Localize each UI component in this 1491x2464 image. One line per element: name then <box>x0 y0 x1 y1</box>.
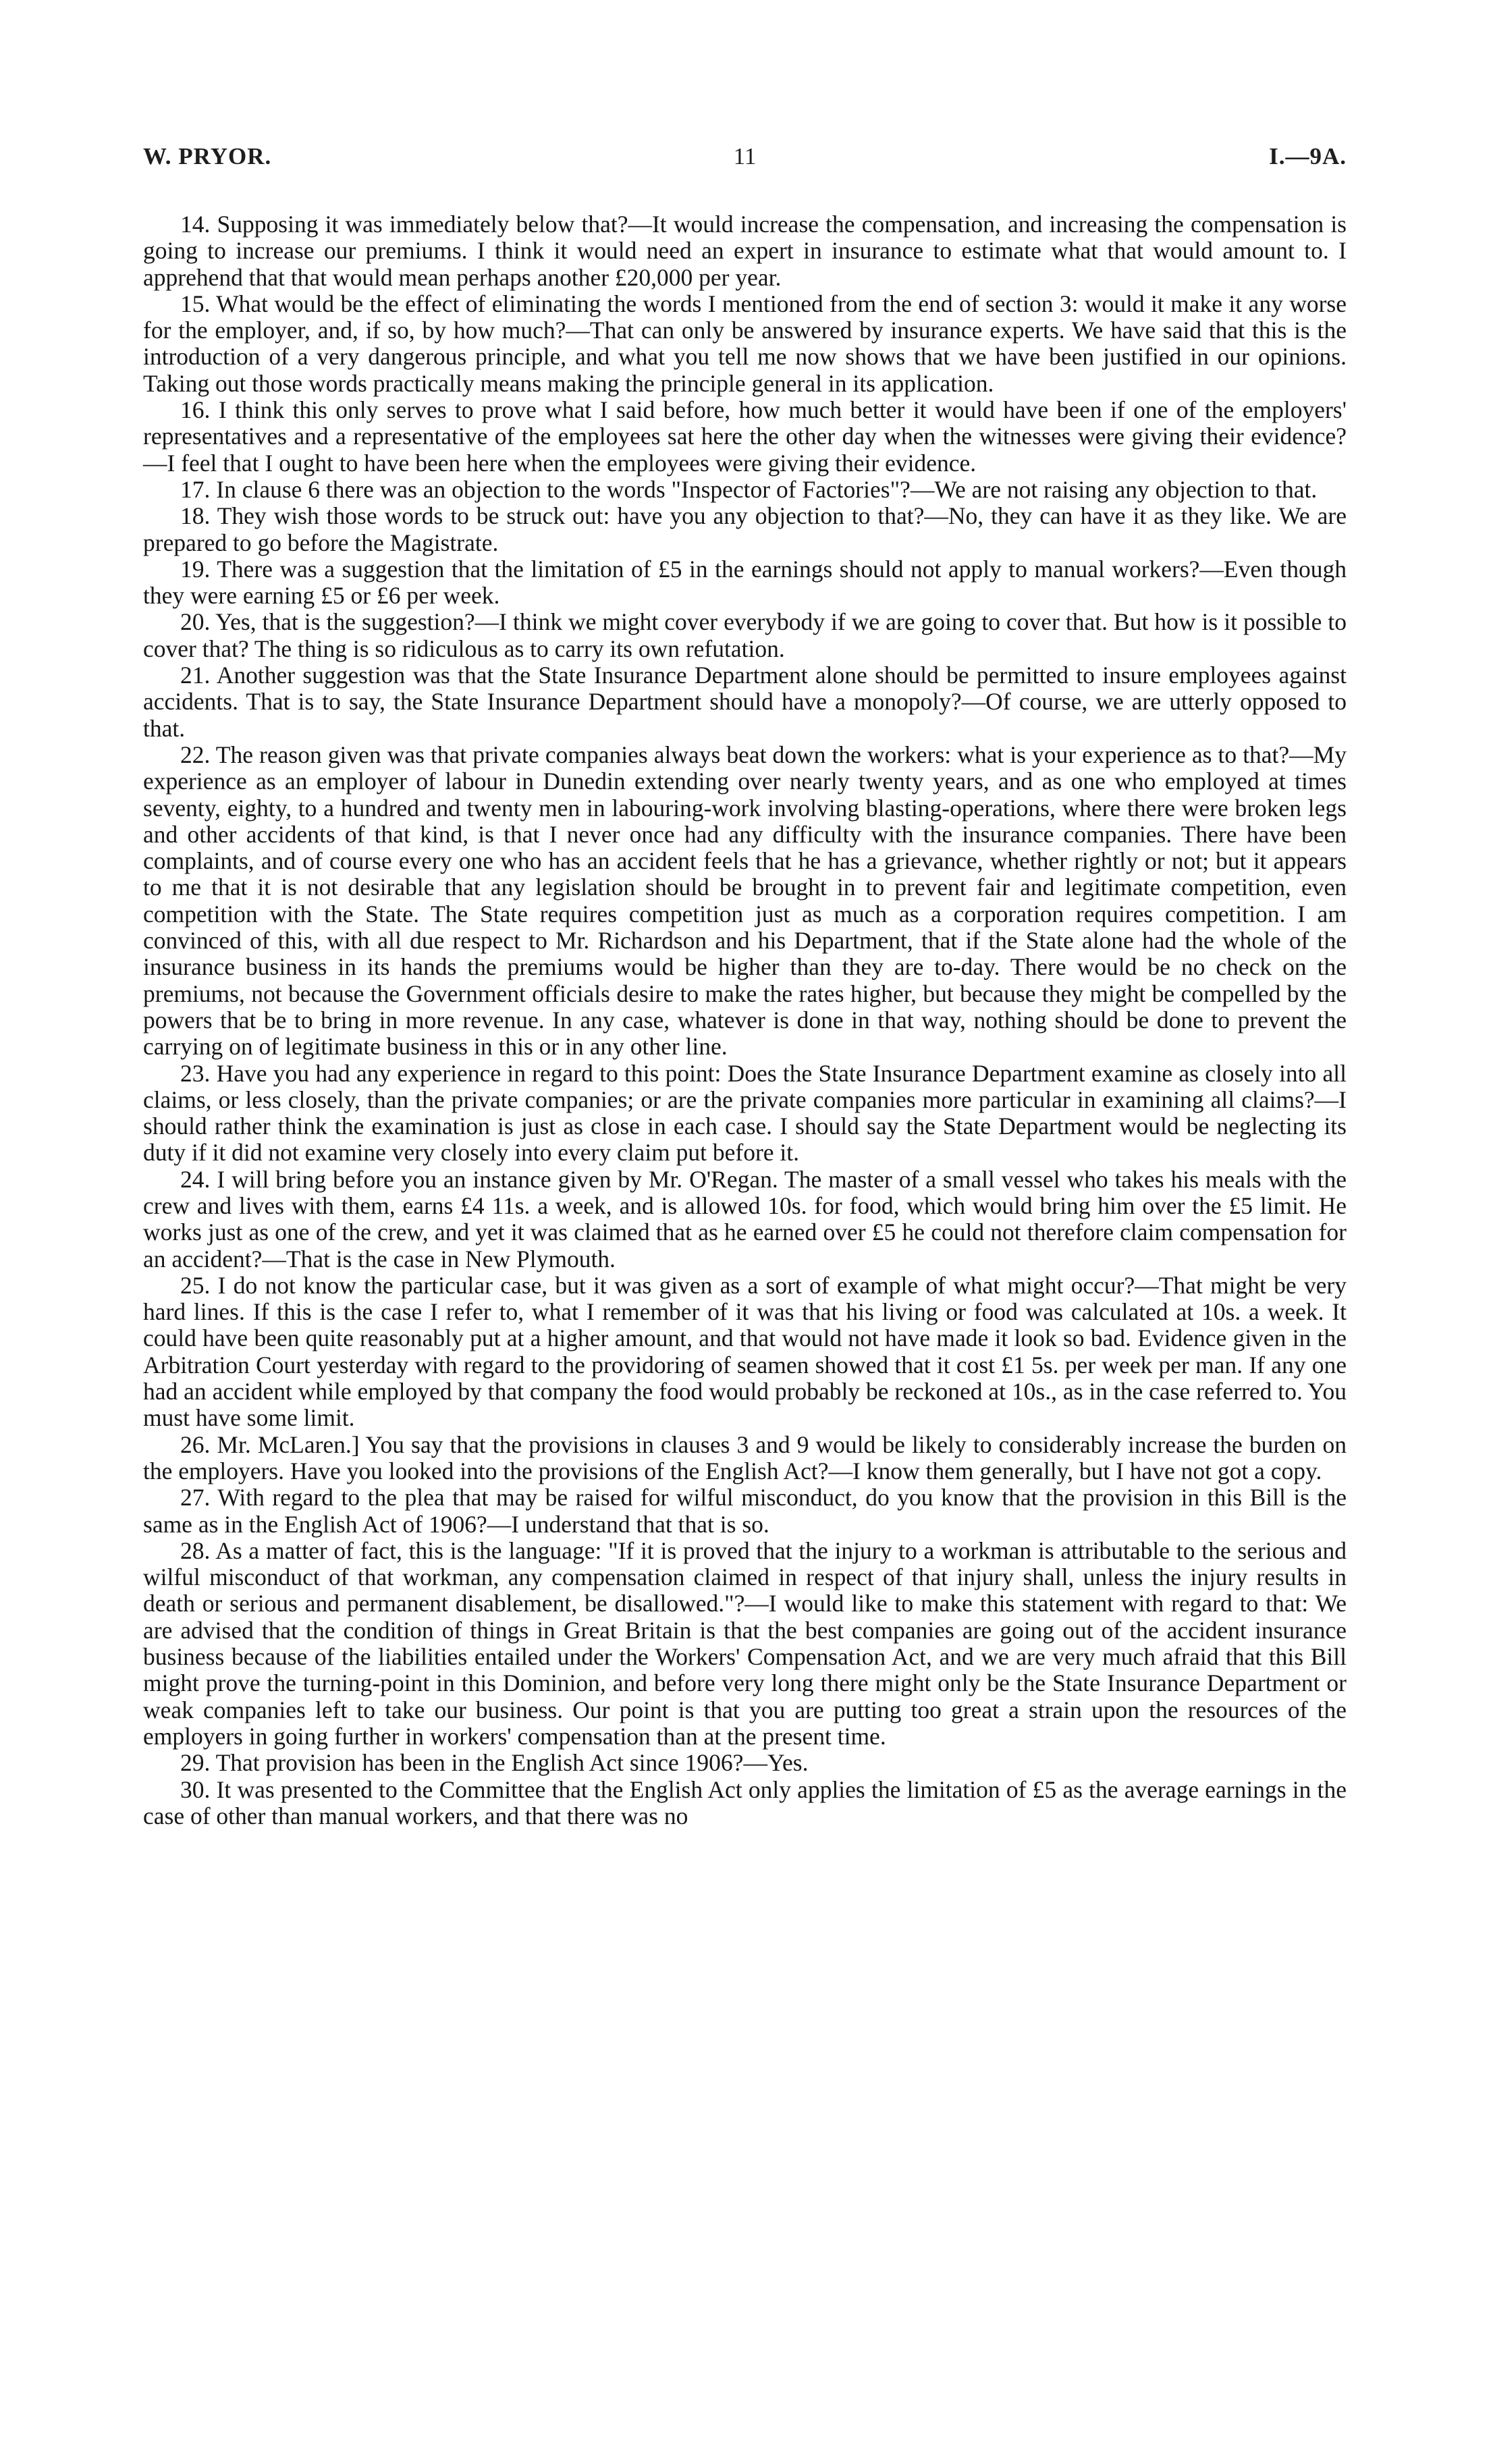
paragraph-25: 25. I do not know the particular case, but it was given as a sort of example of what might occur?—That might be very hard lines. If this is the case I refer to, what I remember of it was that his living or food was calculated at 10s. a week. It could have been quite reasonably put at a higher amount, and that would not have made it look so bad. Evidence given in the Arbitration Court yesterday with regard to the providoring of seamen showed that it cost £1 5s. per week per man. If any one had an accident while employed by that company the food would probably be reckoned at 10s., as in the case referred to. You must have some limit. <box>143 1271 1347 1432</box>
paragraph-21: 21. Another suggestion was that the State Insurance Department alone should be permitted to insure employees against accidents. That is to say, the State Insurance Department should have a monopoly?—Of course, we are utterly opposed to that. <box>143 662 1347 742</box>
paper-reference: I.—9A. <box>1269 143 1347 169</box>
paragraph-17: 17. In clause 6 there was an objection to the words "Inspector of Factories"?—We are not raising any objection to that. <box>180 475 1318 503</box>
paragraph-23: 23. Have you had any experience in regard to this point: Does the State Insurance Department examine as closely into all claims, or less closely, than the private companies; or are the private companies more particular in examining all claims?—I should rather think the examination is just as close in each case. I should say the State Department would be neglecting its duty if it did not examine very closely into every claim put before it. <box>143 1059 1347 1167</box>
page-header <box>143 143 1347 184</box>
paragraph-28: 28. As a matter of fact, this is the language: "If it is proved that the injury to a workman is attributable to the serious and wilful misconduct of that workman, any compensation claimed in respect of that injury shall, unless the injury results in death or serious and permanent disablement, be disallowed."?—I would like to make this statement with regard to that: We are advised that the condition of things in Great Britain is that the best companies are going out of the accident insurance business because of the liabilities entailed under the Workers' Compensation Act, and we are very much afraid that this Bill might prove the turning-point in this Dominion, and before very long there might only be the State Insurance Department or weak companies left to take our business. Our point is that you are putting too great a strain upon the resources of the employers in going further in workers' compensation than at the present time. <box>143 1536 1347 1750</box>
paragraph-16: 16. I think this only serves to prove what I said before, how much better it would have been if one of the employers' representatives and a representative of the employees sat here the other day when the witnesses were giving their evidence?—I feel that I ought to have been here when the employees were giving their evidence. <box>143 396 1347 477</box>
document-body <box>143 211 1347 1829</box>
paragraph-18: 18. They wish those words to be struck out: have you any objection to that?—No, they can have it as they like. We are prepared to go before the Magistrate. <box>143 502 1347 556</box>
paragraph-14: 14. Supposing it was immediately below that?—It would increase the compensation, and increasing the compensation is going to increase our premiums. I think it would need an expert in insurance to estimate what that would amount to. I apprehend that that would mean perhaps another £20,000 per year. <box>143 211 1347 291</box>
paragraph-29: 29. That provision has been in the English Act since 1906?—Yes. <box>180 1749 809 1777</box>
paragraph-19: 19. There was a suggestion that the limitation of £5 in the earnings should not apply to manual workers?—Even though they were earning £5 or £6 per week. <box>143 555 1347 610</box>
paragraph-22: 22. The reason given was that private companies always beat down the workers: what is your experience as to that?—My experience as an employer of labour in Dunedin extending over nearly twenty years, and as one who employed at times seventy, eighty, to a hundred and twenty men in labouring-work involving blasting-operations, where there were broken legs and other accidents of that kind, is that I never once had any difficulty with the insurance companies. There have been complaints, and of course every one who has an accident feels that he has a grievance, whether rightly or not; but it appears to me that it is not desirable that any legislation should be brought in to prevent fair and legitimate competition, even competition with the State. The State requires competition just as much as a corporation requires competition. I am convinced of this, with all due respect to Mr. Richardson and his Department, that if the State alone had the whole of the insurance business in its hands the premiums would be higher than they are to-day. There would be no check on the premiums, not because the Government officials desire to make the rates higher, but because they might be compelled by the powers that be to bring in more revenue. In any case, whatever is done in that way, nothing should be done to prevent the carrying on of legitimate business in this or in any other line. <box>143 741 1347 1061</box>
paragraph-20: 20. Yes, that is the suggestion?—I think we might cover everybody if we are going to cover that. But how is it possible to cover that? The thing is so ridiculous as to carry its own refutation. <box>143 608 1347 662</box>
paragraph-26: 26. Mr. McLaren.] You say that the provisions in clauses 3 and 9 would be likely to considerably increase the burden on the employers. Have you looked into the provisions of the English Act?—I know them generally, but I have not got a copy. <box>143 1430 1347 1484</box>
paragraph-24: 24. I will bring before you an instance given by Mr. O'Regan. The master of a small vessel who takes his meals with the crew and lives with them, earns £4 11s. a week, and is allowed 10s. for food, which would bring him over the £5 limit. He works just as one of the crew, and yet it was claimed that as he earned over £5 he could not therefore claim compensation for an accident?—That is the case in New Plymouth. <box>143 1165 1347 1273</box>
paragraph-27: 27. With regard to the plea that may be raised for wilful misconduct, do you know that the provision in this Bill is the same as in the English Act of 1906?—I understand that that is so. <box>143 1484 1347 1538</box>
paragraph-15: 15. What would be the effect of eliminating the words I mentioned from the end of section 3: would it make it any worse for the employer, and, if so, by how much?—That can only be answered by insurance experts. We have said that this is the introduction of a very dangerous principle, and what you tell me now shows that we have been justified in our opinions. Taking out those words practically means making the principle general in its application. <box>143 290 1347 397</box>
paragraph-30: 30. It was presented to the Committee that the English Act only applies the limitation of £5 as the average earnings in the case of other than manual workers, and that there was no <box>143 1775 1347 1829</box>
page-number: 11 <box>733 143 757 169</box>
header-witness-name: W. PRYOR. <box>143 143 272 169</box>
